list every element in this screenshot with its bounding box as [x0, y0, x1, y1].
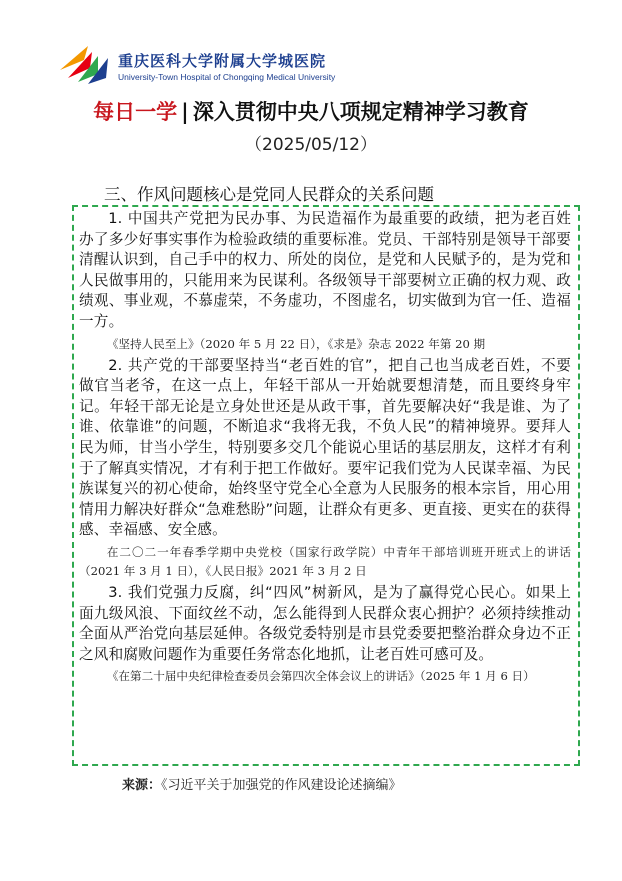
content-area [79, 209, 571, 688]
item-text-1: 1. 中国共产党把为民办事、为民造福作为最重要的政绩，把为老百姓办了多少好事实事作为检验政绩的重要标准。党员、干部特别是领导干部要清醒认识到，自己手中的权力、所处的岗位，是党和人民赋予的，是为党和人民做事用的，只能用来为民谋利。各级领导干部要树立正确的权力观、政绩观、事业观，不慕虚荣，不务虚功，不图虚名，切实做到为官一任、造福一方。 [79, 210, 571, 330]
item-text-3: 3. 我们党强力反腐，纠“四风”树新风，是为了赢得党心民心。如果上面九级风浪、下面纹丝不动，怎么能得到人民群众衷心拥护？必须持续推动全面从严治党向基层延伸。各级党委特别是市县党委要把整治群众身边不正之风和腐败问题作为重要任务常态化地抓，让老百姓可感可及。 [79, 583, 571, 663]
title-separator: | [181, 99, 189, 124]
title-main: 深入贯彻中央八项规定精神学习教育 [192, 99, 529, 124]
footer-source [122, 774, 402, 793]
hospital-logo-icon [58, 40, 120, 84]
title-highlight: 每日一学 [93, 99, 178, 124]
item-source-3: 《在第二十届中央纪律检查委员会第四次全体会议上的讲话》（2025 年 1 月 6 日） [106, 669, 535, 684]
item-source-1: 《坚持人民至上》（2020 年 5 月 22 日），《求是》杂志 2022 年第 20 期 [106, 336, 486, 351]
page-date: （2025/05/12） [245, 135, 377, 155]
page-title [0, 96, 622, 126]
footer-label: 来源： [122, 778, 162, 793]
item-source-2: 在二〇二一年春季学期中央党校（国家行政学院）中青年干部培训班开班式上的讲话（2021 年 3 月 1 日），《人民日报》2021 年 3 月 2 日 [79, 544, 571, 578]
hospital-name-cn: 重庆医科大学附属大学城医院 [118, 52, 327, 70]
section-heading: 三、作风问题核心是党同人民群众的关系问题 [104, 185, 434, 204]
item-text-2: 2. 共产党的干部要坚持当“老百姓的官”，把自己也当成老百姓，不要做官当老爷，在这一点上，年轻干部从一开始就要想清楚，而且要终身牢记。年轻干部无论是立身处世还是从政干事，首先要解决好“我是谁、为了谁、依靠谁”的问题，不断追求“我将无我，不负人民”的精神境界。要拜人民为师，甘当小学生，特别要多交几个能说心里话的基层朋友，这样才有利于了解真实情况，才有利于把工作做好。要牢记我们党为人民谋幸福、为民族谋复兴的初心使命，始终坚守党全心全意为人民服务的根本宗旨，用心用情用力解决好群众“急难愁盼”问题，让群众有更多、更直接、更实在的获得感、幸福感、安全感。 [79, 356, 571, 539]
footer-text: 《习近平关于加强党的作风建设论述摘编》 [161, 778, 402, 793]
hospital-name-en: University-Town Hospital of Chongqing Medical University [118, 72, 336, 82]
